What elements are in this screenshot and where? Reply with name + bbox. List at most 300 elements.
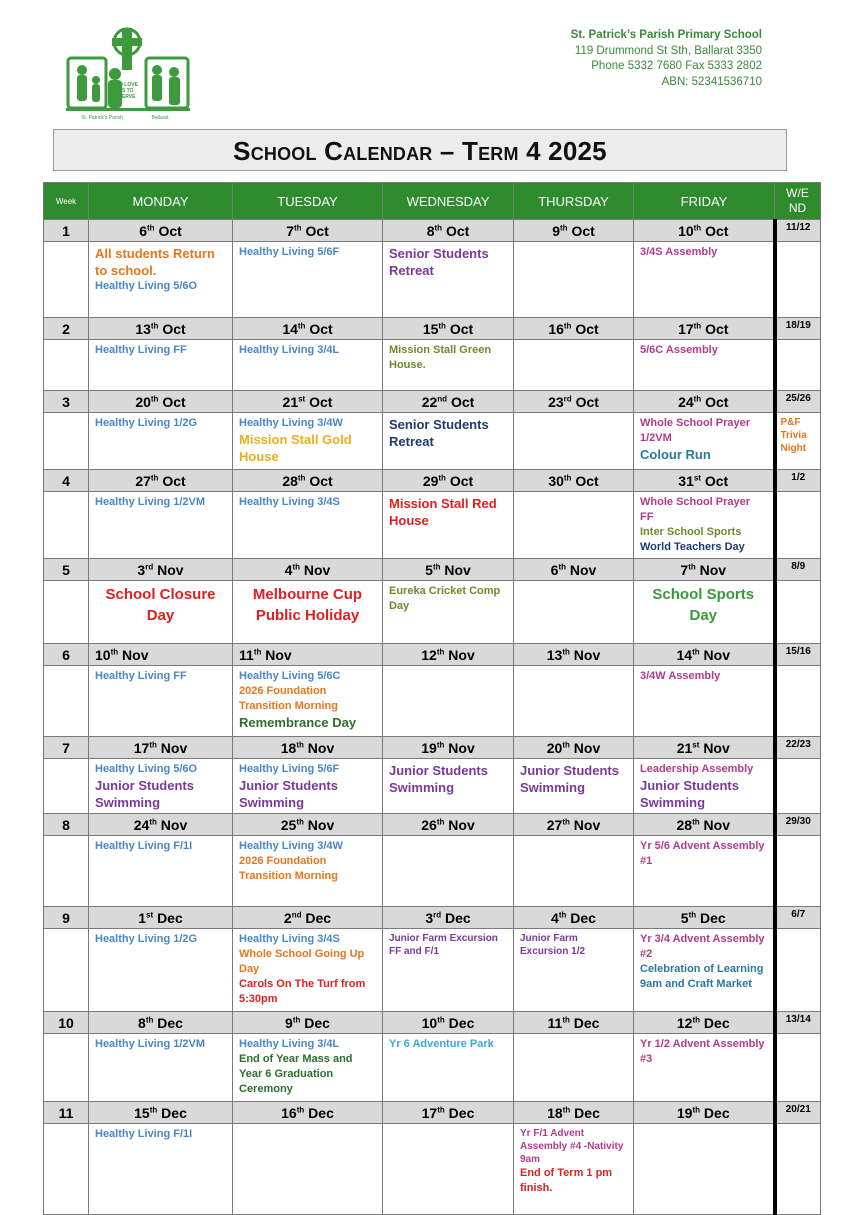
events-cell-mon: [89, 666, 233, 737]
calendar-event: Healthy Living 5/6C: [239, 670, 341, 682]
svg-text:TO LOVE: TO LOVE: [116, 82, 138, 88]
date-cell-tue: [233, 737, 383, 759]
date-day: 3: [137, 561, 146, 578]
date-month: Oct: [449, 320, 474, 337]
events-cell-thu: [514, 413, 634, 470]
date-day: 18: [280, 739, 297, 756]
date-month: Oct: [705, 222, 729, 239]
date-suffix: nd: [437, 393, 448, 403]
date-suffix: nd: [291, 909, 302, 919]
date-cell-tue: [233, 814, 383, 836]
date-day: 12: [421, 646, 437, 663]
date-cell-fri: [634, 470, 775, 492]
calendar-event: Carols On The Turf from 5:30pm: [239, 978, 366, 1005]
calendar-event: All students Return to school.: [95, 246, 215, 278]
date-suffix: th: [150, 393, 159, 403]
calendar-event: Healthy Living 3/4L: [239, 344, 340, 356]
date-month: Dec: [305, 909, 332, 926]
events-cell-we: [775, 759, 821, 814]
calendar-event: Yr 5/6 Advent Assembly #1: [640, 840, 765, 867]
calendar-event: Yr 6 Adventure Park: [389, 1038, 494, 1050]
date-cell-mon: [89, 391, 233, 413]
week-spacer: [44, 1034, 89, 1102]
calendar-table: [43, 182, 821, 1215]
events-cell-mon: [89, 836, 233, 907]
date-day: 8: [138, 1014, 146, 1031]
date-day: 15: [422, 320, 439, 337]
date-day: 12: [676, 1014, 693, 1031]
events-cell-mon: [89, 340, 233, 391]
date-day: 13: [135, 320, 151, 337]
date-cell-thu: [514, 814, 634, 836]
calendar-event: Healthy Living 1/2G: [95, 417, 198, 429]
date-suffix: th: [145, 1014, 154, 1024]
calendar-event: Healthy Living F/1I: [95, 1128, 193, 1140]
week-spacer: [44, 492, 89, 559]
date-cell-wed: [383, 1012, 514, 1034]
date-day: 27: [135, 472, 151, 489]
header-monday: MONDAY: [89, 183, 233, 220]
svg-text:Ballarat: Ballarat: [151, 115, 169, 121]
date-row: [44, 644, 821, 666]
events-row: [44, 492, 821, 559]
date-month: Nov: [303, 561, 331, 578]
events-cell-fri: [634, 836, 775, 907]
calendar-event: Healthy Living F/1I: [95, 840, 193, 852]
date-day: 3: [425, 909, 434, 926]
header-thursday: THURSDAY: [514, 183, 634, 220]
date-cell-thu: [514, 1102, 634, 1124]
date-row: [44, 907, 821, 929]
date-suffix: th: [436, 739, 445, 749]
date-day: 7: [680, 561, 689, 578]
calendar-event: End of Year Mass and Year 6 Graduation Ceremony: [239, 1053, 353, 1095]
date-day: 26: [421, 816, 437, 833]
date-suffix: st: [692, 739, 700, 749]
calendar-event: Junior Farm Excursion FF and F/1: [389, 933, 498, 957]
date-cell-wed: [383, 391, 514, 413]
events-cell-wed: [383, 1124, 514, 1215]
date-day: 27: [546, 816, 563, 833]
school-abn: ABN: 52341536710: [661, 75, 762, 88]
date-month: Dec: [161, 1104, 187, 1121]
date-cell-thu: [514, 644, 634, 666]
date-suffix: th: [253, 646, 262, 656]
school-logo: [60, 24, 195, 124]
events-cell-we: [775, 836, 821, 907]
date-month: Oct: [575, 472, 599, 489]
date-cell-mon: [89, 644, 233, 666]
date-month: Dec: [445, 909, 471, 926]
events-row: [44, 413, 821, 470]
date-day: 24: [678, 393, 694, 410]
date-cell-wed: [383, 220, 514, 242]
date-row: [44, 1012, 821, 1034]
events-cell-fri: [634, 929, 775, 1012]
events-cell-mon: [89, 1124, 233, 1215]
events-cell-mon: [89, 242, 233, 318]
date-cell-fri: [634, 644, 775, 666]
events-row: [44, 929, 821, 1012]
week-spacer: [44, 413, 89, 470]
calendar-event: Junior Farm Excursion 1/2: [520, 933, 586, 957]
date-month: Dec: [157, 1014, 183, 1031]
date-month: Nov: [448, 816, 475, 833]
date-cell-wed: [383, 907, 514, 929]
events-cell-thu: [514, 340, 634, 391]
events-cell-wed: [383, 413, 514, 470]
date-month: Nov: [573, 816, 601, 833]
page-title: School Calendar – Term 4 2025: [233, 136, 607, 166]
date-suffix: th: [150, 472, 159, 482]
date-month: Dec: [700, 909, 726, 926]
date-cell-fri: [634, 1012, 775, 1034]
date-month: Oct: [309, 393, 333, 410]
date-cell-mon: [89, 1012, 233, 1034]
calendar-event: Whole School Prayer FF: [640, 496, 751, 523]
date-day: 5: [680, 909, 689, 926]
date-row: [44, 470, 821, 492]
header-row: [44, 183, 821, 220]
weekend-dates: 13/14: [775, 1012, 821, 1034]
events-cell-tue: [233, 242, 383, 318]
events-cell-wed: [383, 929, 514, 1012]
calendar-event: World Teachers Day: [640, 541, 745, 553]
weekend-dates: 22/23: [775, 737, 821, 759]
date-month: Dec: [448, 1104, 475, 1121]
date-suffix: th: [149, 1104, 158, 1114]
events-cell-mon: [89, 492, 233, 559]
calendar-event: Eureka Cricket Comp Day: [389, 585, 501, 612]
week-number: 11: [44, 1102, 89, 1124]
date-cell-wed: [383, 318, 514, 340]
date-suffix: th: [558, 909, 567, 919]
events-cell-wed: [383, 1034, 514, 1102]
header-tuesday: TUESDAY: [233, 183, 383, 220]
calendar-event: Celebration of Learning 9am and Craft Market: [640, 963, 764, 990]
date-day: 14: [282, 320, 298, 337]
date-suffix: st: [146, 909, 154, 919]
date-suffix: th: [437, 1104, 445, 1114]
calendar-event: Remembrance Day: [239, 715, 357, 730]
week-number: 1: [44, 220, 89, 242]
date-row: [44, 559, 821, 581]
date-month: Nov: [703, 739, 730, 756]
date-row: [44, 737, 821, 759]
week-spacer: [44, 1124, 89, 1215]
events-cell-tue: [233, 759, 383, 814]
calendar-event: Senior Students Retreat: [389, 246, 489, 278]
date-cell-wed: [383, 559, 514, 581]
calendar-event: Mission Stall Red House: [389, 496, 497, 528]
date-month: Nov: [444, 561, 471, 578]
date-day: 10: [95, 646, 111, 663]
date-month: Oct: [445, 222, 470, 239]
date-month: Oct: [571, 222, 595, 239]
events-cell-wed: [383, 492, 514, 559]
week-number: 3: [44, 391, 89, 413]
date-month: Oct: [162, 472, 186, 489]
date-suffix: th: [558, 561, 566, 571]
date-cell-mon: [89, 737, 233, 759]
date-month: Nov: [160, 739, 188, 756]
date-suffix: th: [434, 222, 443, 232]
calendar-event: Yr 3/4 Advent Assembly #2: [640, 933, 765, 960]
date-suffix: th: [560, 222, 568, 232]
calendar-event: Junior Students Swimming: [239, 778, 338, 810]
date-month: Nov: [122, 646, 149, 663]
date-cell-fri: [634, 391, 775, 413]
calendar-event: Healthy Living 3/4S: [239, 496, 340, 508]
events-cell-tue: [233, 492, 383, 559]
date-day: 8: [426, 222, 435, 239]
events-cell-wed: [383, 340, 514, 391]
calendar-event: Mission Stall Gold House: [239, 432, 352, 464]
events-cell-tue: [233, 413, 383, 470]
date-cell-fri: [634, 220, 775, 242]
svg-text:St. Patrick’s Parish: St. Patrick’s Parish: [81, 115, 123, 121]
date-month: Oct: [158, 222, 182, 239]
date-day: 21: [282, 393, 299, 410]
date-cell-tue: [233, 391, 383, 413]
calendar-event: Inter School Sports: [640, 526, 742, 538]
header-friday: FRIDAY: [634, 183, 775, 220]
weekend-dates: 29/30: [775, 814, 821, 836]
date-suffix: th: [688, 561, 696, 571]
date-day: 18: [547, 1104, 563, 1121]
date-cell-tue: [233, 318, 383, 340]
events-cell-fri: [634, 413, 775, 470]
date-suffix: th: [693, 222, 702, 232]
date-day: 30: [548, 472, 564, 489]
events-cell-wed: [383, 666, 514, 737]
date-suffix: th: [297, 472, 306, 482]
date-day: 15: [134, 1104, 150, 1121]
date-row: [44, 318, 821, 340]
date-suffix: rd: [145, 561, 154, 571]
date-day: 7: [286, 222, 294, 239]
calendar-event: 3/4W Assembly: [640, 670, 721, 682]
date-day: 6: [139, 222, 147, 239]
date-day: 2: [283, 909, 292, 926]
date-cell-mon: [89, 814, 233, 836]
calendar-event: Senior Students Retreat: [389, 417, 489, 449]
calendar-event: Melbourne Cup Public Holiday: [252, 586, 363, 624]
events-cell-tue: [233, 1034, 383, 1102]
date-month: Oct: [449, 472, 474, 489]
calendar-event: Healthy Living 3/4W: [239, 840, 343, 852]
date-day: 5: [425, 561, 433, 578]
date-suffix: th: [296, 739, 304, 749]
date-suffix: th: [149, 816, 157, 826]
week-number: 7: [44, 737, 89, 759]
events-cell-thu: [514, 581, 634, 644]
weekend-dates: 15/16: [775, 644, 821, 666]
events-cell-tue: [233, 581, 383, 644]
date-month: Dec: [304, 1014, 330, 1031]
date-cell-thu: [514, 470, 634, 492]
weekend-dates: 6/7: [775, 907, 821, 929]
date-suffix: th: [562, 646, 570, 656]
calendar-event: Whole School Going Up Day: [239, 948, 365, 975]
date-cell-tue: [233, 470, 383, 492]
date-day: 4: [284, 561, 293, 578]
date-cell-thu: [514, 1012, 634, 1034]
date-day: 31: [678, 472, 694, 489]
date-month: Dec: [448, 1014, 475, 1031]
date-month: Dec: [703, 1104, 730, 1121]
date-day: 20: [546, 739, 563, 756]
date-day: 14: [676, 646, 693, 663]
events-cell-fri: [634, 1124, 775, 1215]
date-day: 17: [133, 739, 150, 756]
week-number: 5: [44, 559, 89, 581]
calendar-event: Healthy Living 5/6F: [239, 246, 340, 258]
events-cell-we: [775, 413, 821, 470]
date-suffix: th: [149, 739, 157, 749]
weekend-dates: 8/9: [775, 559, 821, 581]
date-cell-thu: [514, 391, 634, 413]
date-day: 28: [282, 472, 298, 489]
date-day: 9: [285, 1014, 293, 1031]
date-row: [44, 1102, 821, 1124]
svg-text:IS TO: IS TO: [120, 88, 134, 94]
date-day: 4: [551, 909, 559, 926]
events-cell-mon: [89, 413, 233, 470]
date-month: Dec: [573, 1014, 600, 1031]
date-cell-mon: [89, 220, 233, 242]
events-cell-mon: [89, 759, 233, 814]
date-day: 16: [548, 320, 564, 337]
date-suffix: th: [692, 646, 700, 656]
date-month: Nov: [569, 561, 597, 578]
date-suffix: st: [693, 472, 701, 482]
weekend-dates: 20/21: [775, 1102, 821, 1124]
date-suffix: th: [562, 1104, 571, 1114]
date-cell-tue: [233, 220, 383, 242]
date-month: Oct: [705, 393, 729, 410]
calendar-event: Healthy Living 1/2VM: [95, 496, 206, 508]
date-cell-tue: [233, 1012, 383, 1034]
date-day: 21: [676, 739, 693, 756]
date-month: Nov: [448, 646, 475, 663]
events-cell-fri: [634, 581, 775, 644]
date-suffix: th: [562, 739, 570, 749]
events-cell-wed: [383, 242, 514, 318]
date-month: Dec: [308, 1104, 334, 1121]
header-week: Week: [44, 183, 89, 220]
date-suffix: th: [693, 320, 702, 330]
events-row: [44, 340, 821, 391]
date-cell-thu: [514, 318, 634, 340]
date-cell-wed: [383, 1102, 514, 1124]
date-month: Nov: [307, 816, 335, 833]
date-cell-mon: [89, 907, 233, 929]
date-month: Nov: [448, 739, 475, 756]
date-month: Oct: [309, 472, 333, 489]
calendar-event: School Closure Day: [105, 586, 216, 624]
calendar-event: Healthy Living 1/2G: [95, 933, 198, 945]
calendar-event: Healthy Living FF: [95, 344, 187, 356]
calendar-event: School Sports Day: [652, 586, 755, 624]
date-month: Oct: [705, 320, 729, 337]
calendar-event: Junior Students Swimming: [389, 763, 488, 795]
events-row: [44, 759, 821, 814]
date-day: 17: [421, 1104, 438, 1121]
events-cell-fri: [634, 666, 775, 737]
date-day: 28: [676, 816, 693, 833]
date-cell-wed: [383, 737, 514, 759]
date-day: 17: [678, 320, 694, 337]
header-weekend-line2: ND: [788, 201, 807, 215]
date-month: Oct: [309, 320, 333, 337]
date-suffix: th: [436, 816, 445, 826]
date-month: Nov: [307, 739, 335, 756]
events-cell-thu: [514, 666, 634, 737]
calendar-event: Junior Students Swimming: [95, 778, 194, 810]
school-crest-icon: [60, 24, 195, 124]
events-cell-thu: [514, 242, 634, 318]
calendar-body: [44, 220, 821, 1215]
date-day: 24: [133, 816, 150, 833]
week-spacer: [44, 581, 89, 644]
events-cell-tue: [233, 666, 383, 737]
date-row: [44, 814, 821, 836]
date-cell-mon: [89, 318, 233, 340]
events-cell-wed: [383, 836, 514, 907]
date-day: 9: [552, 222, 560, 239]
calendar-event: Healthy Living 3/4S: [239, 933, 340, 945]
school-contact: [571, 28, 762, 90]
calendar-event: Colour Run: [640, 447, 711, 462]
events-row: [44, 1124, 821, 1215]
weekend-dates: 1/2: [775, 470, 821, 492]
events-cell-we: [775, 1034, 821, 1102]
weekend-dates: 18/19: [775, 318, 821, 340]
week-spacer: [44, 666, 89, 737]
events-row: [44, 1034, 821, 1102]
date-suffix: th: [294, 222, 302, 232]
date-month: Nov: [157, 561, 184, 578]
date-day: 1: [138, 909, 147, 926]
date-day: 10: [421, 1014, 438, 1031]
events-cell-thu: [514, 1034, 634, 1102]
events-cell-wed: [383, 581, 514, 644]
date-month: Nov: [699, 561, 727, 578]
date-suffix: th: [296, 816, 304, 826]
date-suffix: th: [563, 472, 572, 482]
events-cell-fri: [634, 242, 775, 318]
calendar-event: Yr F/1 Advent Assembly #4 -Nativity 9am: [520, 1128, 624, 1165]
date-row: [44, 391, 821, 413]
events-cell-mon: [89, 929, 233, 1012]
week-spacer: [44, 759, 89, 814]
school-phone: Phone 5332 7680 Fax 5333 2802: [591, 60, 762, 72]
calendar-event: 2026 Foundation Transition Morning: [239, 855, 338, 882]
date-cell-mon: [89, 470, 233, 492]
date-cell-fri: [634, 1102, 775, 1124]
events-cell-fri: [634, 1034, 775, 1102]
date-suffix: th: [562, 816, 570, 826]
calendar-event: Healthy Living 3/4W: [239, 417, 343, 429]
date-suffix: th: [438, 472, 446, 482]
date-day: 29: [422, 472, 439, 489]
date-suffix: th: [688, 909, 697, 919]
events-cell-mon: [89, 581, 233, 644]
week-number: 4: [44, 470, 89, 492]
date-suffix: th: [437, 1014, 445, 1024]
events-cell-we: [775, 492, 821, 559]
